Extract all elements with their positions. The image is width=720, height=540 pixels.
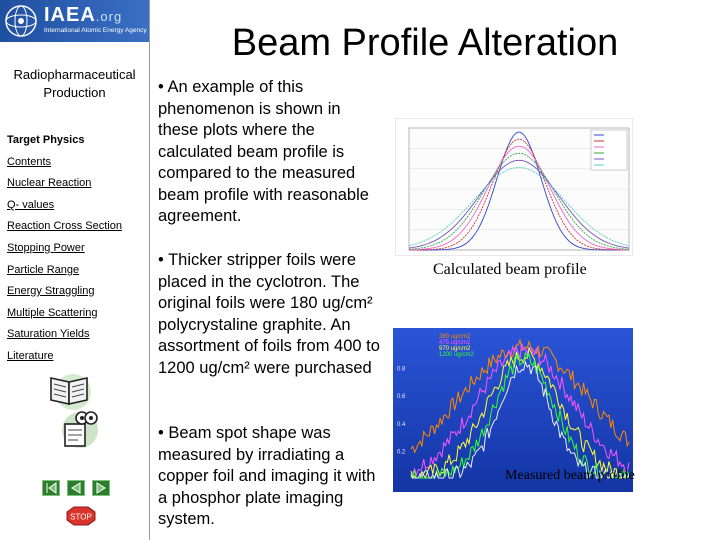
y-tick-label: 0.6 [397, 394, 406, 401]
legend-label: 475 ug/cm2 [439, 340, 471, 346]
y-tick-label: 0.2 [397, 449, 406, 456]
nav-link-contents[interactable]: Contents [7, 156, 52, 168]
calculated-profile-chart [395, 118, 633, 256]
arrow-left-icon [68, 481, 84, 495]
nav-link-reaction-cross-section[interactable]: Reaction Cross Section [7, 220, 122, 232]
nav-link-q-values[interactable]: Q- values [7, 199, 55, 211]
bullet-stripper-foils: • Thicker stripper foils were placed in the cyclotron. The original foils were 180 ug/cm² polycrystaline graphite. An assortment of foils from 400 to 1200 ug/cm² were purchased [158, 251, 380, 377]
section-title: Radiopharmaceutical Production [13, 67, 136, 100]
logo-tagline: International Atomic Energy Agency [44, 27, 147, 34]
nav-link-stopping-power[interactable]: Stopping Power [7, 242, 85, 254]
nav-link-literature[interactable]: Literature [7, 350, 54, 362]
atom-globe-icon [4, 4, 38, 38]
first-page-button[interactable] [42, 480, 60, 496]
nav-link-particle-range[interactable]: Particle Range [7, 264, 80, 276]
nav-heading-target-physics: Target Physics [7, 134, 85, 146]
iaea-logo[interactable] [0, 0, 149, 42]
nav-link-saturation-yields[interactable]: Saturation Yields [7, 328, 90, 340]
bullet-example: • An example of this phenomenon is shown in these plots where the calculated beam profile is compared to the measured beam profile with reasonable agreement. [158, 78, 369, 225]
stop-button[interactable] [66, 506, 96, 526]
nav-link-energy-straggling[interactable]: Energy Straggling [7, 285, 95, 297]
y-tick-label: 0.4 [397, 421, 406, 428]
legend-label: 380 ug/cm2 [439, 334, 471, 340]
legend-label: 970 ug/cm2 [439, 346, 471, 352]
measured-profile-caption: Measured beam profile [505, 468, 635, 483]
calculated-profile-caption: Calculated beam profile [433, 261, 587, 278]
slide-title: Beam Profile Alteration [231, 22, 619, 64]
skip-back-icon [43, 481, 59, 495]
next-button[interactable] [92, 480, 110, 496]
legend-box [591, 130, 627, 170]
owl-icon[interactable] [58, 408, 100, 450]
book-icon[interactable] [45, 370, 95, 412]
nav-link-nuclear-reaction[interactable]: Nuclear Reaction [7, 177, 92, 189]
y-tick-label: 0.8 [397, 366, 406, 373]
stop-label: STOP [70, 512, 92, 522]
legend-label: 1200 ug/cm2 [439, 352, 474, 358]
previous-button[interactable] [67, 480, 85, 496]
arrow-right-icon [93, 481, 109, 495]
measured-legend [439, 334, 474, 358]
bullet-beam-spot: • Beam spot shape was measured by irradiating a copper foil and imaging it with a phosphor plate imaging system. [158, 424, 376, 528]
nav-link-multiple-scattering[interactable]: Multiple Scattering [7, 307, 98, 319]
chart-legend [591, 130, 627, 170]
sidebar [0, 0, 150, 540]
logo-wordmark: IAEA.org [44, 4, 123, 26]
